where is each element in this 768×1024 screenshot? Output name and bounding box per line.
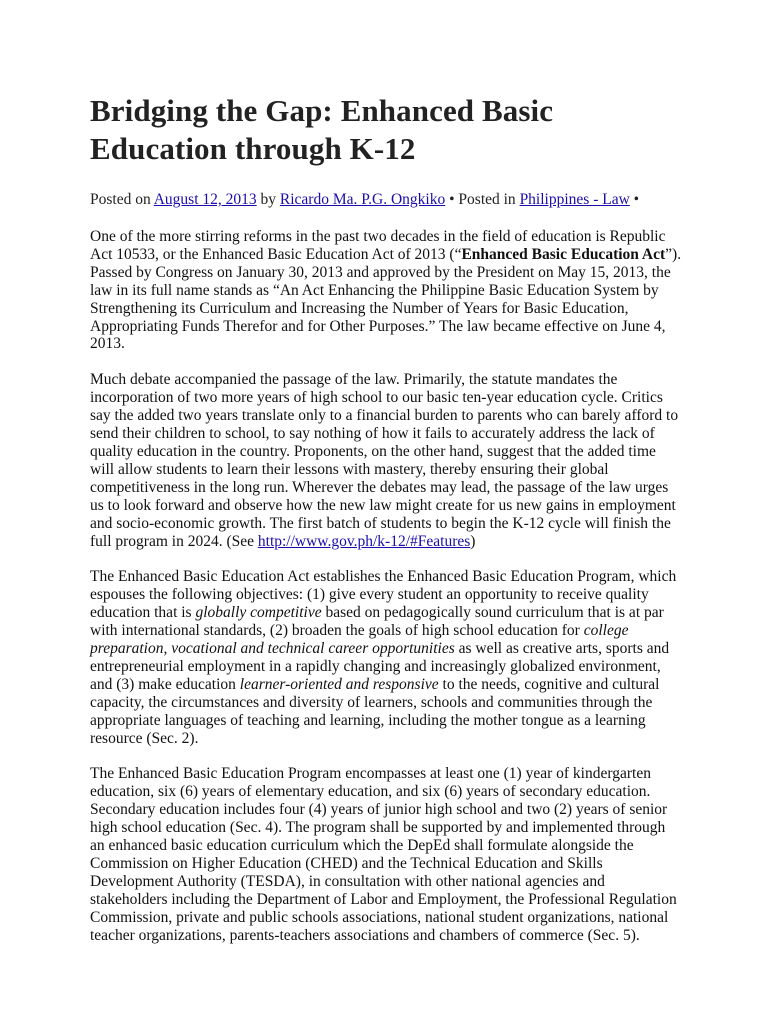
p3-italic-2: college preparation, vocational and technical career opportunities bbox=[90, 622, 629, 658]
paragraph-1 bbox=[90, 228, 682, 353]
category-link[interactable]: Philippines - Law bbox=[519, 191, 630, 208]
meta-trailing-bullet: • bbox=[629, 191, 640, 208]
posted-in-label: • Posted in bbox=[445, 191, 520, 208]
paragraph-4 bbox=[90, 765, 682, 944]
p3-italic-1: globally competitive bbox=[195, 604, 322, 622]
features-link[interactable]: http://www.gov.ph/k-12/#Features bbox=[257, 532, 471, 550]
p1-text-2: ”). Passed by Congress on January 30, 2013 and approved by the President on May 15, 2013, the law in its full name stands as “An Act Enhancing the Philippine Basic Education System by Strengthening its Curriculum and Increasing the Number of Years for Basic Education, Appropriating Funds Therefor and for Other Purposes.” The law became effective on June 4, 2013. bbox=[90, 245, 682, 353]
p3-text-1: The Enhanced Basic Education Act establishes the Enhanced Basic Education Program, which espouses the following objectives: (1) give every student an opportunity to receive quality education that is bbox=[90, 568, 677, 622]
paragraph-3 bbox=[90, 568, 682, 747]
p1-bold-term: Enhanced Basic Education Act bbox=[461, 245, 666, 263]
by-label: by bbox=[256, 191, 280, 208]
author-link[interactable]: Ricardo Ma. P.G. Ongkiko bbox=[279, 191, 446, 208]
p3-text-3: as well as creative arts, sports and entrepreneurial employment in a rapidly changing and increasingly globalized environment, and (3) make education bbox=[90, 640, 670, 693]
p3-text-4: to the needs, cognitive and cultural capacity, the circumstances and diversity of learners, schools and communities through the appropriate languages of teaching and learning, including the mother tongue as a learning resource (Sec. 2). bbox=[90, 675, 660, 747]
p1-text-1: One of the more stirring reforms in the past two decades in the field of education is Republic Act 10533, or the Enhanced Basic Education Act of 2013 (“ bbox=[90, 228, 666, 263]
post-meta bbox=[90, 190, 682, 210]
posted-on-label: Posted on bbox=[90, 191, 154, 208]
p3-italic-3: learner-oriented and responsive bbox=[239, 675, 439, 693]
p2-text-1: Much debate accompanied the passage of the law. Primarily, the statute mandates the incorporation of two more years of high school to our basic ten-year education cycle. Critics say the added two years translate only to a financial burden to parents who can barely afford to send their children to school, to say nothing of how it fails to accurately address the lack of quality education in the country. Proponents, on the other hand, suggest that the added time will allow students to learn their lessons with mastery, thereby ensuring their global competitiveness in the long run. Wherever the debates may lead, the passage of the law urges us to look forward and observe how the new law might create for us new gains in employment and socio-economic growth. The first batch of students to begin the K-12 cycle will finish the full program in 2024. (See bbox=[90, 371, 679, 550]
p4-text-1: The Enhanced Basic Education Program encompasses at least one (1) year of kindergarten education, six (6) years of elementary education, and six (6) years of secondary education. Secondary education includes four (4) years of junior high school and two (2) years of senior high school education (Sec. 4). The program shall be supported by and implemented through an enhanced basic education curriculum which the DepEd shall formulate alongside the Commission on Higher Education (CHED) and the Technical Education and Skills Development Authority (TESDA), in consultation with other national agencies and stakeholders including the Department of Labor and Employment, the Professional Regulation Commission, private and public schools associations, national student organizations, national teacher organizations, parents-teachers associations and chambers of commerce (Sec. 5). bbox=[90, 765, 677, 944]
paragraph-2 bbox=[90, 371, 682, 550]
post-date-link[interactable]: August 12, 2013 bbox=[153, 191, 257, 208]
p2-text-2: ) bbox=[470, 532, 476, 550]
p3-text-2: based on pedagogically sound curriculum that is at par with international standards, (2) broaden the goals of high school education for bbox=[90, 604, 664, 640]
article-title: Bridging the Gap: Enhanced Basic Education through K-12 bbox=[90, 93, 554, 166]
